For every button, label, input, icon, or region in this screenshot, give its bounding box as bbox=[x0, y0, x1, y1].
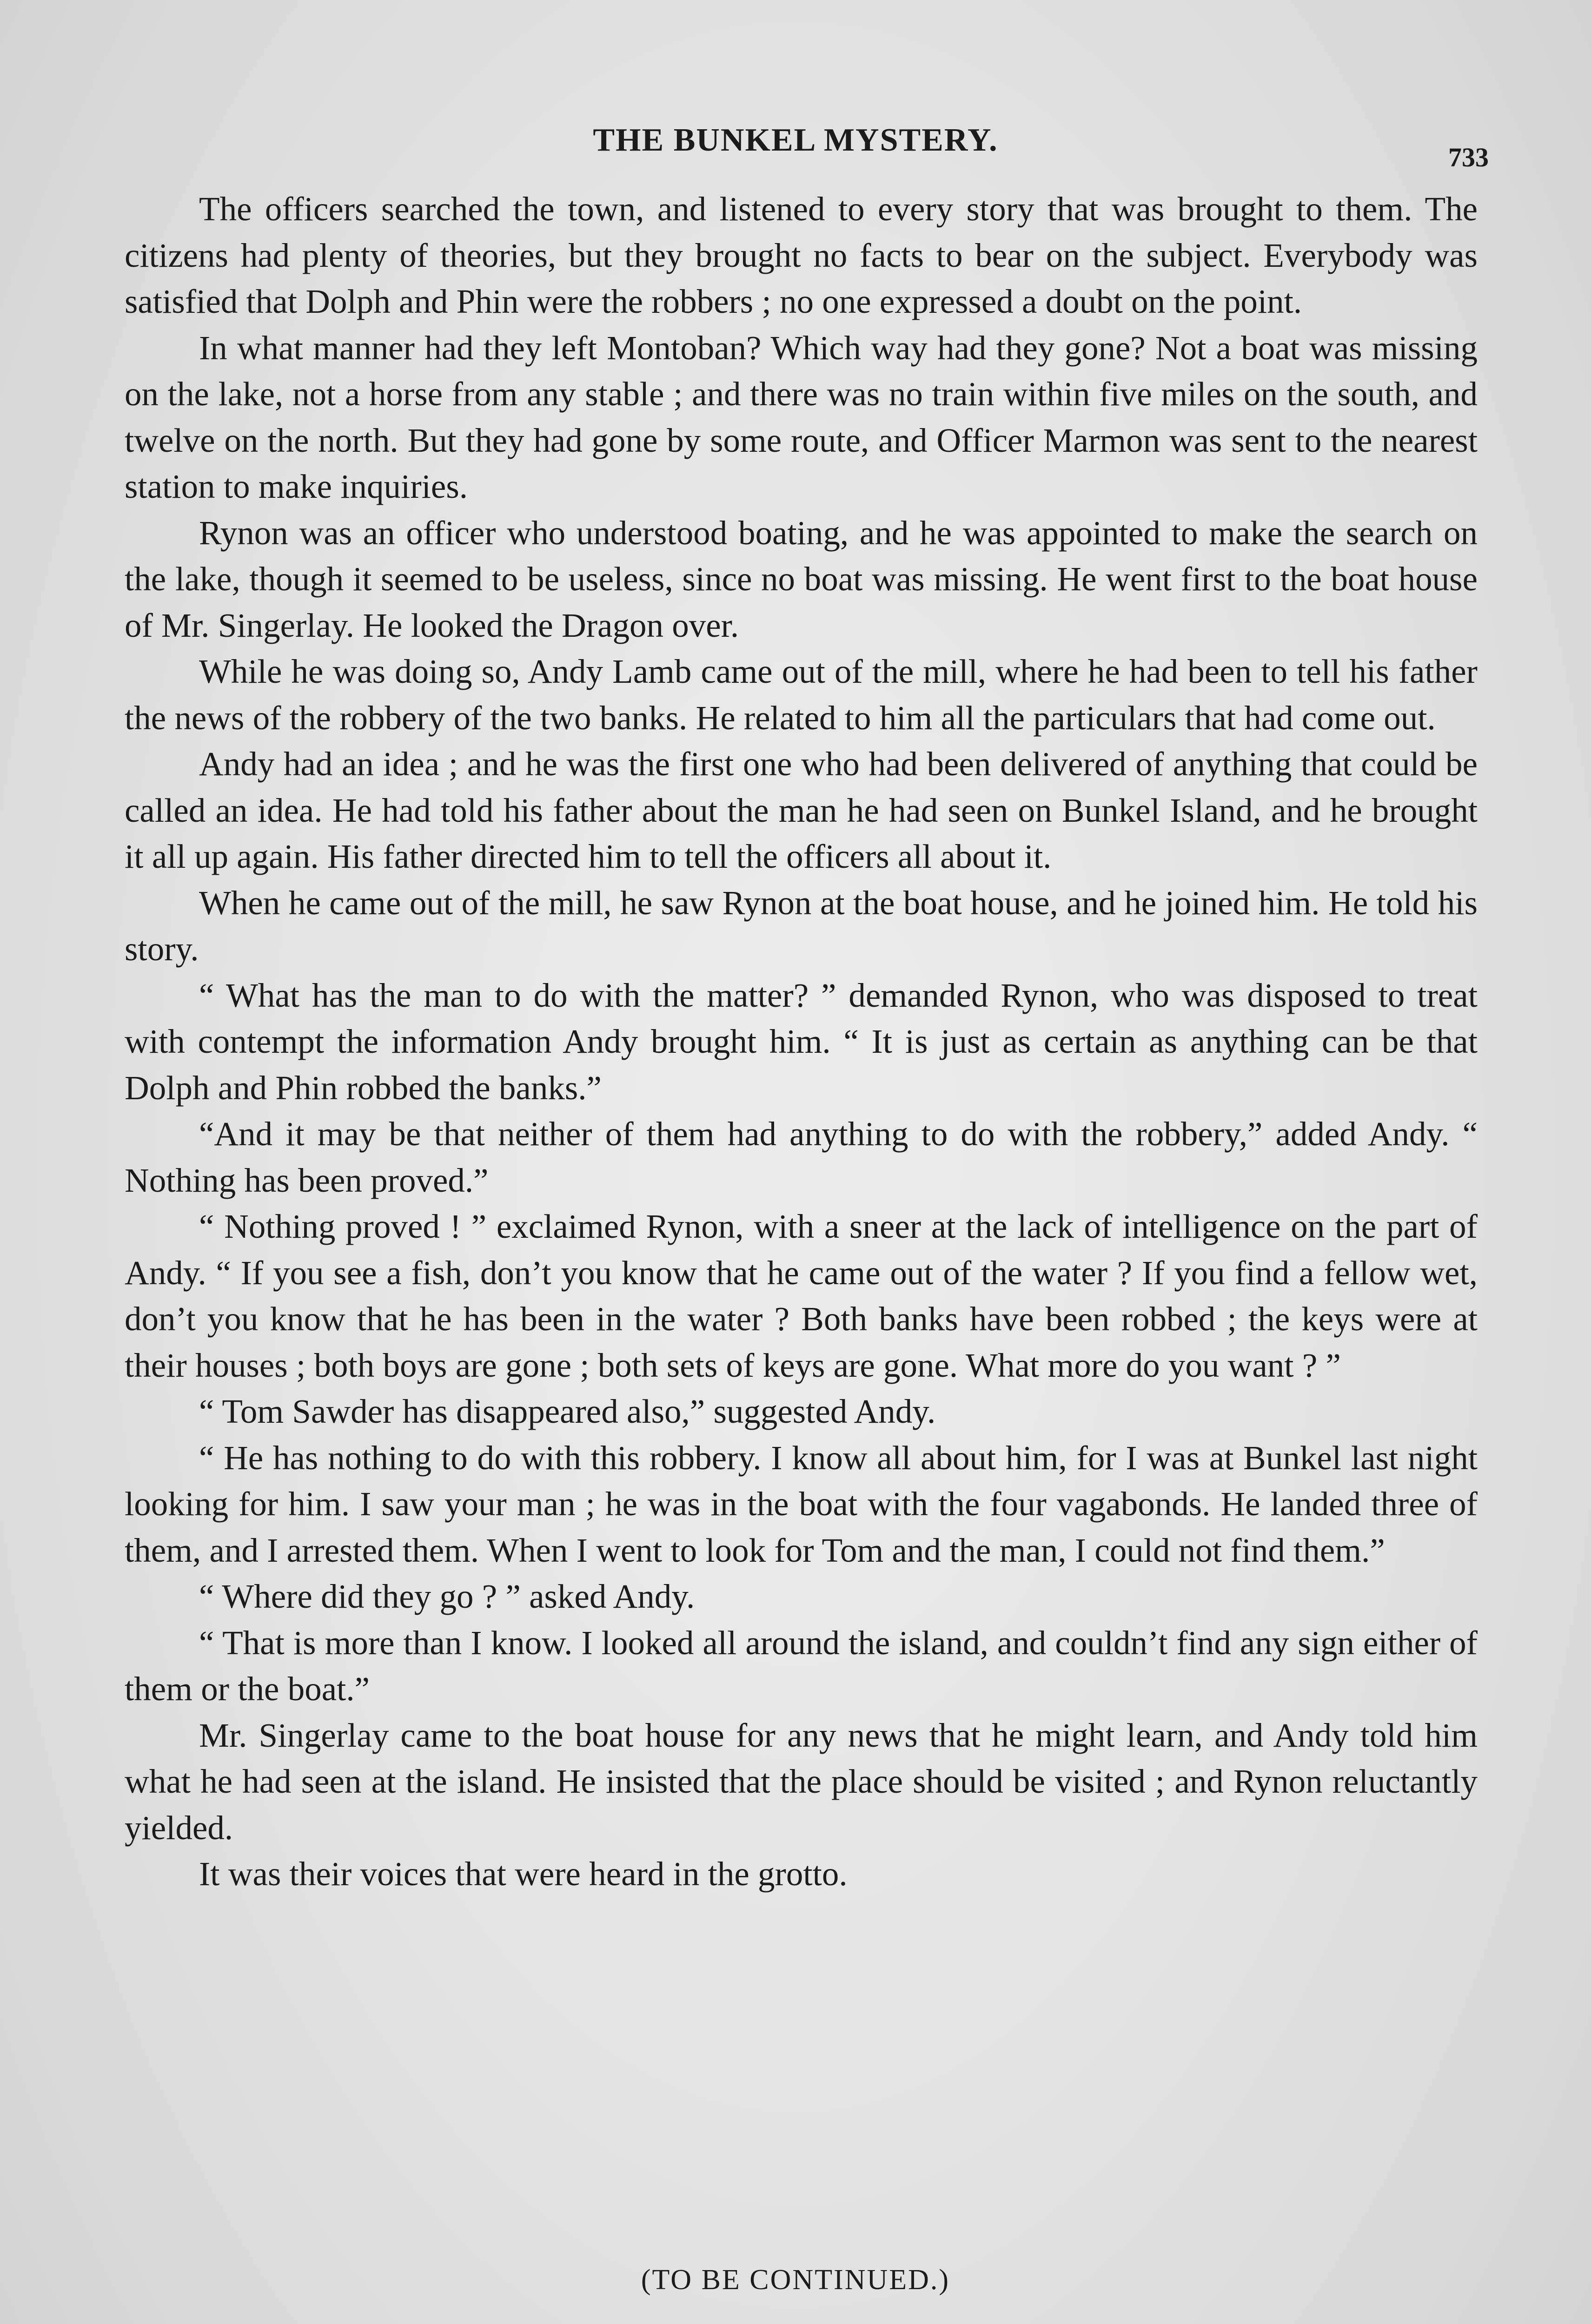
paragraph: “And it may be that neither of them had anything to do with the robbery,” added Andy. “ Nothing has been proved.” bbox=[125, 1115, 1478, 1199]
paragraph: Andy had an idea ; and he was the first one who had been delivered of anything that could be called an idea. He had told his father about the man he had seen on Bunkel Island, and he brought it all up again. His father directed him to tell the officers all about it. bbox=[125, 745, 1478, 875]
paragraph: Mr. Singerlay came to the boat house for any news that he might learn, and Andy told him what he had seen at the island. He insisted that the place should be visited ; and Rynon reluctantly yielded. bbox=[125, 1716, 1478, 1847]
paragraph: When he came out of the mill, he saw Rynon at the boat house, and he joined him. He told his story. bbox=[125, 884, 1478, 968]
paragraph: “ Tom Sawder has disappeared also,” suggested Andy. bbox=[199, 1393, 936, 1430]
paragraph: It was their voices that were heard in the grotto. bbox=[199, 1855, 848, 1893]
paragraph: “ That is more than I know. I looked all around the island, and couldn’t find any sign either of them or the boat.” bbox=[125, 1624, 1478, 1708]
paragraph: “ What has the man to do with the matter? ” demanded Rynon, who was disposed to treat with contempt the information Andy brought him. “ It is just as certain as anything can be that Dolph and Phin robbed the banks.” bbox=[125, 976, 1478, 1107]
paragraph: “ Nothing proved ! ” exclaimed Rynon, with a sneer at the lack of intelligence on the part of Andy. “ If you see a fish, don’t you know that he came out of the water ? If you find a fellow wet, don’t you know that he has been in the water ? Both banks have been robbed ; the keys were at their houses ; both boys are gone ; both sets of keys are gone. What more do you want ? ” bbox=[125, 1208, 1478, 1384]
to-be-continued: (TO BE CONTINUED.) bbox=[641, 2264, 950, 2296]
running-head: THE BUNKEL MYSTERY. bbox=[593, 122, 998, 158]
paragraph: Rynon was an officer who understood boating, and he was appointed to make the search on the lake, though it seemed to be useless, since no boat was missing. He went first to the boat house of Mr. Singerlay. He looked the Dragon over. bbox=[125, 514, 1478, 644]
story-body bbox=[125, 186, 1478, 1897]
paragraph: The officers searched the town, and listened to every story that was brought to them. The citizens had plenty of theories, but they brought no facts to bear on the subject. Everybody was satisfied that Dolph and Phin were the robbers ; no one expressed a doubt on the point. bbox=[125, 190, 1478, 320]
page-number: 733 bbox=[1448, 142, 1489, 172]
paragraph: “ He has nothing to do with this robbery. I know all about him, for I was at Bunkel last night looking for him. I saw your man ; he was in the boat with the four vagabonds. He landed three of them, and I arrested them. When I went to look for Tom and the man, I could not find them.” bbox=[125, 1439, 1478, 1569]
paragraph: While he was doing so, Andy Lamb came out of the mill, where he had been to tell his father the news of the robbery of the two banks. He related to him all the particulars that had come out. bbox=[125, 653, 1478, 737]
paragraph: In what manner had they left Montoban? Which way had they gone? Not a boat was missing on the lake, not a horse from any stable ; and there was no train within five miles on the south, and twelve on the north. But they had gone by some route, and Officer Marmon was sent to the nearest station to make inquiries. bbox=[125, 329, 1478, 505]
paragraph: “ Where did they go ? ” asked Andy. bbox=[199, 1578, 695, 1615]
